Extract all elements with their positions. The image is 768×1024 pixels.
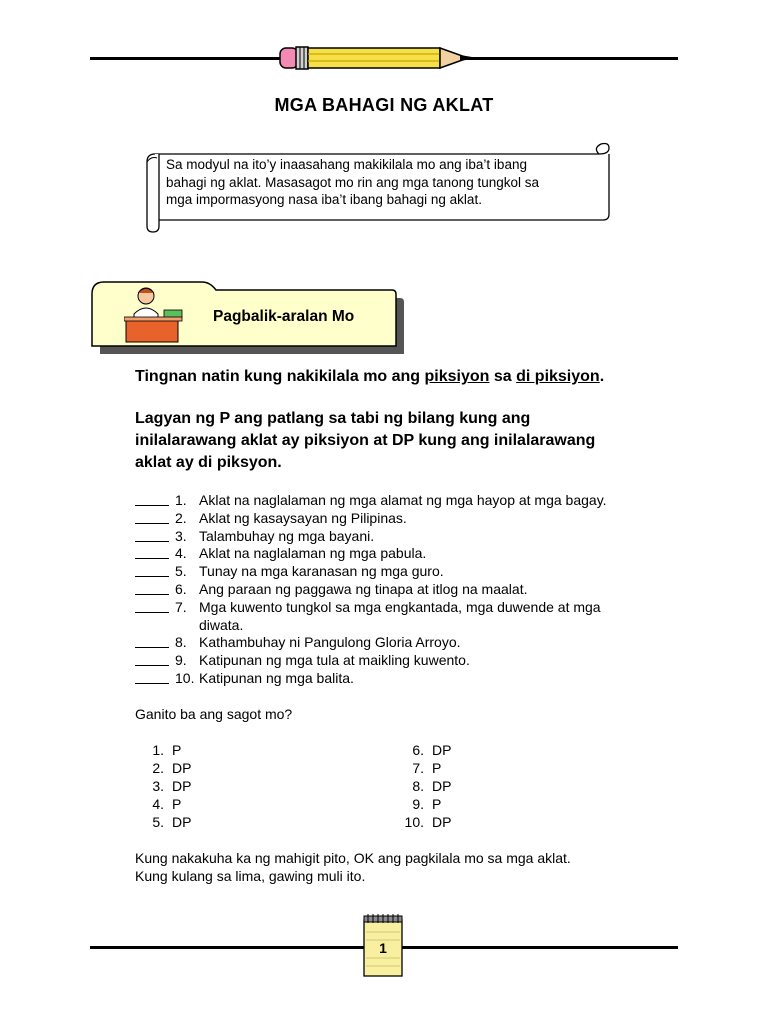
answer-row xyxy=(140,741,191,759)
answer-blank[interactable] xyxy=(135,528,169,542)
list-item xyxy=(135,528,695,546)
page-number: 1 xyxy=(379,940,387,956)
item-text: Aklat na naglalaman ng mga alamat ng mga hayop at mga bagay. xyxy=(199,492,607,508)
instruction-line: inilalarawang aklat ay piksiyon at DP kung ang inilalarawang xyxy=(135,432,596,449)
list-item xyxy=(135,599,695,617)
answer-blank[interactable] xyxy=(135,492,169,506)
answer-blank[interactable] xyxy=(135,581,169,595)
list-item xyxy=(135,510,695,528)
intro-line: Sa modyul na ito’y inaasahang makikilala mo ang iba’t ibang xyxy=(166,157,527,172)
answer-blank[interactable] xyxy=(135,670,169,684)
pencil-icon xyxy=(278,44,488,72)
answer-row xyxy=(400,741,451,759)
item-text: Mga kuwento tungkol sa mga engkantada, mga duwende at mga xyxy=(199,598,601,615)
closing-line: Kung nakakuha ka ng mahigit pito, OK ang pagkilala mo sa mga aklat. xyxy=(135,850,571,866)
answer-row xyxy=(400,759,451,777)
lesson-intro xyxy=(135,368,604,386)
answer-row xyxy=(400,777,451,795)
answer-blank[interactable] xyxy=(135,545,169,559)
item-number: 7. xyxy=(175,598,187,615)
list-item xyxy=(135,492,695,510)
page-title: MGA BAHAGI NG AKLAT xyxy=(274,95,494,115)
exercise-list xyxy=(135,492,695,688)
section-label: Pagbalik-aralan Mo xyxy=(213,308,355,325)
answer-blank[interactable] xyxy=(135,599,169,613)
item-number: 6. xyxy=(175,580,187,597)
item-continuation: diwata. xyxy=(199,616,244,633)
item-text: Tunay na mga karanasan ng mga guro. xyxy=(199,563,444,580)
item-text: Kathambuhay ni Pangulong Gloria Arroyo. xyxy=(199,634,461,651)
answer-row xyxy=(140,777,191,795)
item-number: 9. xyxy=(175,652,187,669)
item-text: Talambuhay ng mga bayani. xyxy=(199,527,375,544)
answer-value: P xyxy=(432,760,442,776)
list-item xyxy=(135,545,695,563)
answer-value: P xyxy=(172,742,182,758)
answer-number: 10. xyxy=(404,814,424,830)
answer-number: 5. xyxy=(152,814,164,830)
item-text: Ang paraan ng paggawa ng tinapa at itlog na maalat. xyxy=(199,580,528,597)
instruction-line: Lagyan ng P ang patlang sa tabi ng bilang kung ang xyxy=(135,410,531,427)
item-number: 1. xyxy=(175,492,187,508)
answer-number: 3. xyxy=(152,778,164,794)
intro-text: Tingnan natin kung nakikilala mo ang xyxy=(135,368,425,385)
instructions xyxy=(135,408,655,474)
answer-number: 8. xyxy=(412,778,424,794)
closing-line: Kung kulang sa lima, gawing muli ito. xyxy=(135,868,366,884)
item-text: Katipunan ng mga tula at maikling kuwento. xyxy=(199,652,470,669)
item-number: 8. xyxy=(175,634,187,651)
answer-value: P xyxy=(432,796,442,812)
answer-number: 1. xyxy=(152,742,164,758)
answers-right xyxy=(400,741,451,831)
item-text: Katipunan ng mga balita. xyxy=(199,669,354,686)
instruction-line: aklat ay di piksyon. xyxy=(135,454,282,471)
answer-row xyxy=(140,795,191,813)
answer-blank[interactable] xyxy=(135,652,169,666)
closing-text xyxy=(135,849,571,885)
item-number: 2. xyxy=(175,509,187,526)
term-piksiyon: piksiyon xyxy=(424,368,490,385)
answer-value: DP xyxy=(172,760,192,776)
answers-question: Ganito ba ang sagot mo? xyxy=(135,706,293,722)
answer-value: DP xyxy=(172,814,192,830)
answer-number: 4. xyxy=(152,796,164,812)
item-number: 5. xyxy=(175,563,187,580)
answer-blank[interactable] xyxy=(135,510,169,524)
intro-line: bahagi ng aklat. Masasagot mo rin ang mga tanong tungkol sa xyxy=(166,174,539,190)
item-number: 10. xyxy=(175,669,195,686)
answer-value: DP xyxy=(172,778,192,794)
list-item xyxy=(135,563,695,581)
answer-value: DP xyxy=(432,742,452,758)
answer-number: 6. xyxy=(412,742,424,758)
intro-text: sa xyxy=(489,368,517,385)
answer-row xyxy=(140,813,191,831)
answer-value: DP xyxy=(432,778,452,794)
intro-line: mga impormasyong nasa iba’t ibang bahagi ng aklat. xyxy=(166,192,482,207)
answer-row xyxy=(400,813,451,831)
answer-blank[interactable] xyxy=(135,634,169,648)
list-item xyxy=(135,581,695,599)
item-number: 3. xyxy=(175,527,187,544)
student-at-desk-icon xyxy=(124,284,190,346)
answer-value: DP xyxy=(432,814,452,830)
item-text: Aklat ng kasaysayan ng Pilipinas. xyxy=(199,509,407,526)
answer-number: 9. xyxy=(412,796,424,812)
intro-text: . xyxy=(599,368,605,385)
item-text: Aklat na naglalaman ng mga pabula. xyxy=(199,545,427,562)
answer-number: 7. xyxy=(412,760,424,776)
answer-row xyxy=(140,759,191,777)
list-item xyxy=(135,652,695,670)
answers-left xyxy=(140,741,191,831)
answer-blank[interactable] xyxy=(135,563,169,577)
answer-number: 2. xyxy=(152,760,164,776)
answer-value: P xyxy=(172,796,182,812)
list-item xyxy=(135,670,695,688)
intro-scroll-text xyxy=(166,156,596,209)
answer-row xyxy=(400,795,451,813)
term-di-piksiyon: di piksiyon xyxy=(516,368,600,385)
item-number: 4. xyxy=(175,545,187,562)
list-item xyxy=(135,634,695,652)
